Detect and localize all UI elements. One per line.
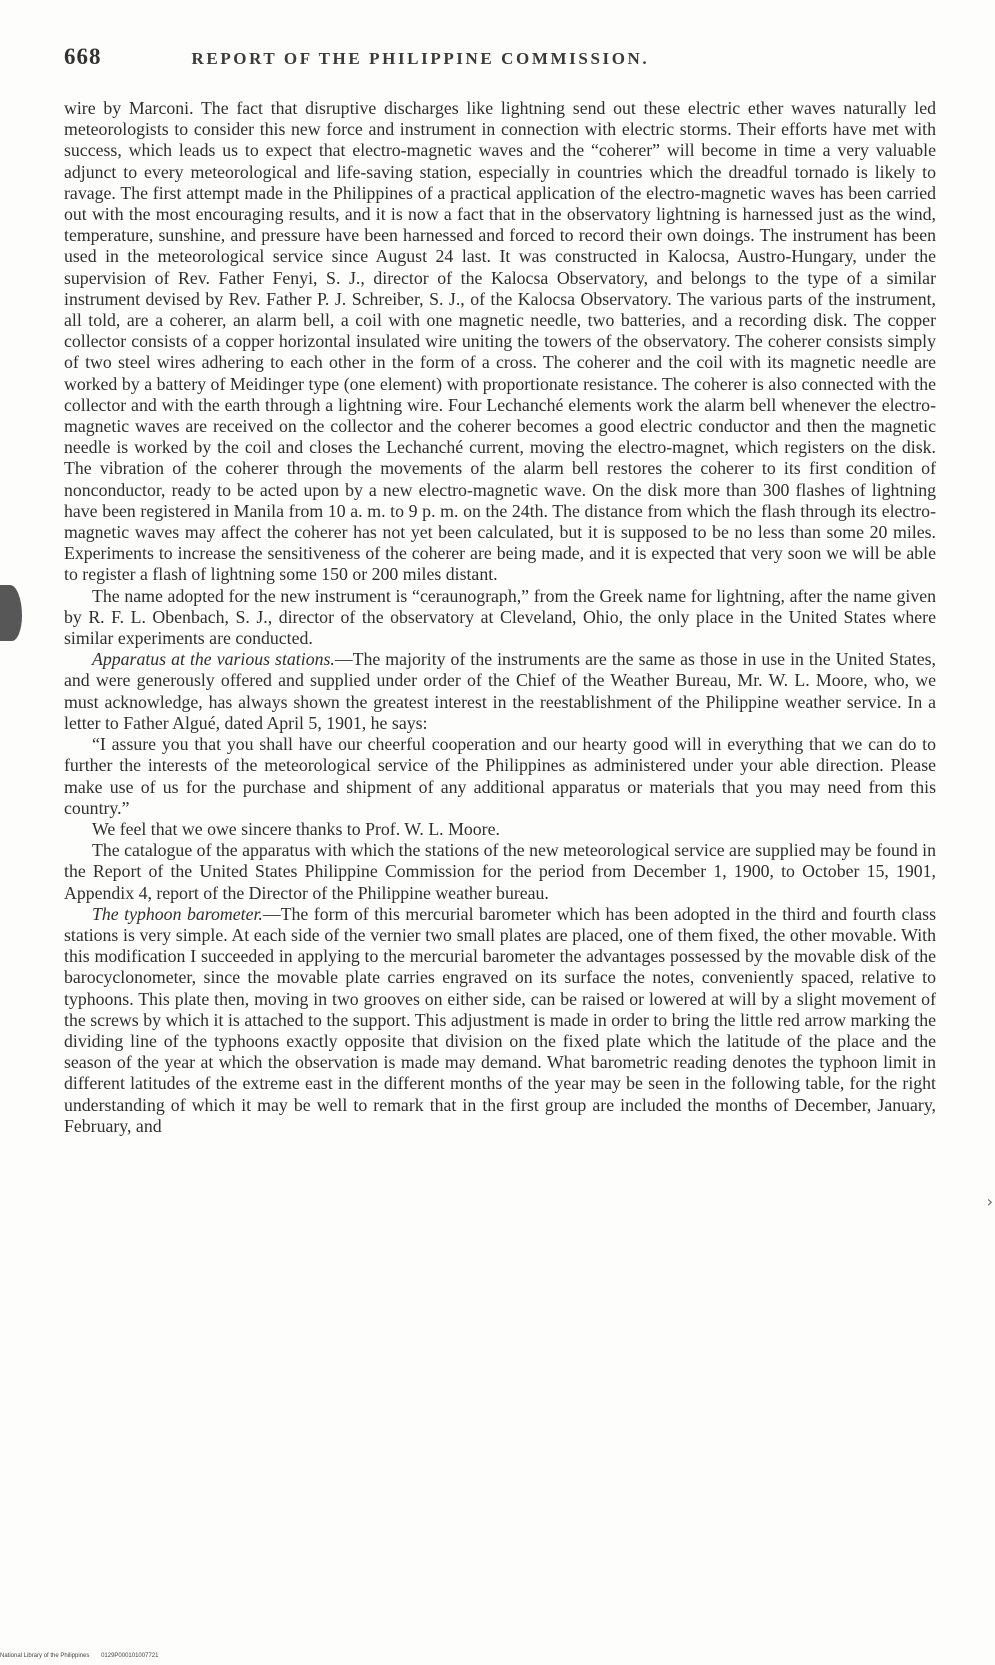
paragraph-apparatus-body: —The majority of the instruments are the same as those in use in the United States, and were generously offered and supplied under order of the Chief of the Weather Bureau, Mr. W. L. Moore, who, we must acknowledge, has always shown the greatest interest in the reestablishment of the Philippine weather service. In a letter to Father Algué, dated April 5, 1901, he says: xyxy=(64,649,936,733)
footer-library: National Library of the Philippines xyxy=(0,1653,90,1659)
paragraph-thanks: We feel that we owe sincere thanks to Prof. W. L. Moore. xyxy=(92,818,500,839)
body-text xyxy=(64,98,936,1137)
page-header xyxy=(64,44,935,72)
paragraph-typhoon-barometer-body: —The form of this mercurial barometer which has been adopted in the third and fourth class stations is very simple. At each side of the vernier two small plates are placed, one of them fixed, the other movable. With this modification I succeeded in applying to the mercurial barometer the advantages possessed by the movable disk of the barocyclonometer, since the movable plate carries engraved on its surface the notes, conveniently spaced, relative to typhoons. This plate then, moving in two grooves on either side, can be raised or lowered at will by a slight movement of the screws by which it is attached to the support. This adjustment is made in order to bring the little red arrow marking the dividing line of the typhoons exactly opposite that division on the fixed plate which the latitude of the place and the season of the year at which the observation is made may demand. What barometric reading denotes the typhoon limit in different latitudes of the extreme east in the different months of the year may be seen in the following table, for the right understanding of which it may be well to remark that in the first group are included the months of December, January, February, and xyxy=(64,903,937,1136)
paragraph-name-adopted: The name adopted for the new instrument is “ceraunograph,” from the Greek name for lightning, after the name given by R. F. L. Obenbach, S. J., director of the observatory at Cleveland, Ohio, the only place in the United States where similar experiments are conducted. xyxy=(64,585,936,649)
paragraph-typhoon-barometer xyxy=(64,904,936,1137)
paragraph-ceraunograph-intro: wire by Marconi. The fact that disruptive discharges like lightning send out these electric ether waves naturally led meteorologists to consider this new force and instrument in connection with electric storms. Their efforts have met with success, which leads us to expect that electro-magnetic waves and the “coherer” will become in time a very valuable adjunct to every meteorological and life-saving station, especially in countries which the dreadful tornado is likely to ravage. The first attempt made in the Philippines of a practical application of the electro-magnetic waves has been carried out with the most encouraging results, and it is now a fact that in the observatory lightning is harnessed just as the wind, temperature, sunshine, and pressure have been harnessed and forced to record their own doings. The instrument has been used in the meteorological service since August 24 last. It was constructed in Kalocsa, Austro-Hungary, under the supervision of Rev. Father Fenyi, S. J., director of the Kalocsa Observatory, and belongs to the type of a similar instrument devised by Rev. Father P. J. Schreiber, S. J., of the Kalocsa Observatory. The various parts of the instrument, all told, are a coherer, an alarm bell, a coil with one magnetic needle, two batteries, and a recording disk. The copper collector consists of a copper horizontal insulated wire uniting the towers of the observatory. The coherer consists simply of two steel wires adhering to each other in the form of a cross. The coherer and the coil with its magnetic needle are worked by a battery of Meidinger type (one element) with proportionate resistance. The coherer is also connected with the collector and with the earth through a lightning wire. Four Lechanché elements work the alarm bell whenever the electro-magnetic waves are received on the collector and the coherer becomes a good electric conductor and then the magnetic needle is worked by the coil and closes the Lechanché current, moving the electro-magnet, which registers on the disk. The vibration of the coherer through the movements of the alarm bell restores the coherer to its first condition of nonconductor, ready to be acted upon by a new electro-magnetic wave. On the disk more than 300 flashes of lightning have been registered in Manila from 10 a. m. to 9 p. m. on the 24th. The distance from which the flash through its electro-magnetic waves may affect the coherer has not yet been calculated, but it is supposed to be no less than some 20 miles. Experiments to increase the sensitiveness of the coherer are being made, and it is expected that very soon we will be able to register a flash of lightning some 150 or 200 miles distant. xyxy=(64,98,936,585)
section-title-apparatus: Apparatus at the various stations. xyxy=(92,649,335,670)
binding-shadow xyxy=(0,585,22,641)
page-number: 668 xyxy=(64,44,102,69)
paragraph-catalogue: The catalogue of the apparatus with which the stations of the new meteorological service are supplied may be found in the Report of the United States Philippine Commission for the period from December 1, 1900, to October 15, 1901, Appendix 4, report of the Director of the Philippine weather bureau. xyxy=(64,840,936,903)
running-head: REPORT OF THE PHILIPPINE COMMISSION. xyxy=(191,49,650,68)
scan-footer xyxy=(0,1653,158,1659)
footer-code: 0129P000101007721 xyxy=(101,1653,159,1659)
paragraph-quote-letter: “I assure you that you shall have our cheerful cooperation and our hearty good will in everything that we can do to further the interests of the meteorological service of the Philippines as administered under your able direction. Please make use of us for the purchase and shipment of any additional apparatus or materials that you may need from this country.” xyxy=(64,734,936,818)
margin-mark: › xyxy=(986,1192,993,1211)
section-title-typhoon-barometer: The typhoon barometer. xyxy=(92,903,263,924)
paragraph-apparatus xyxy=(64,649,936,734)
